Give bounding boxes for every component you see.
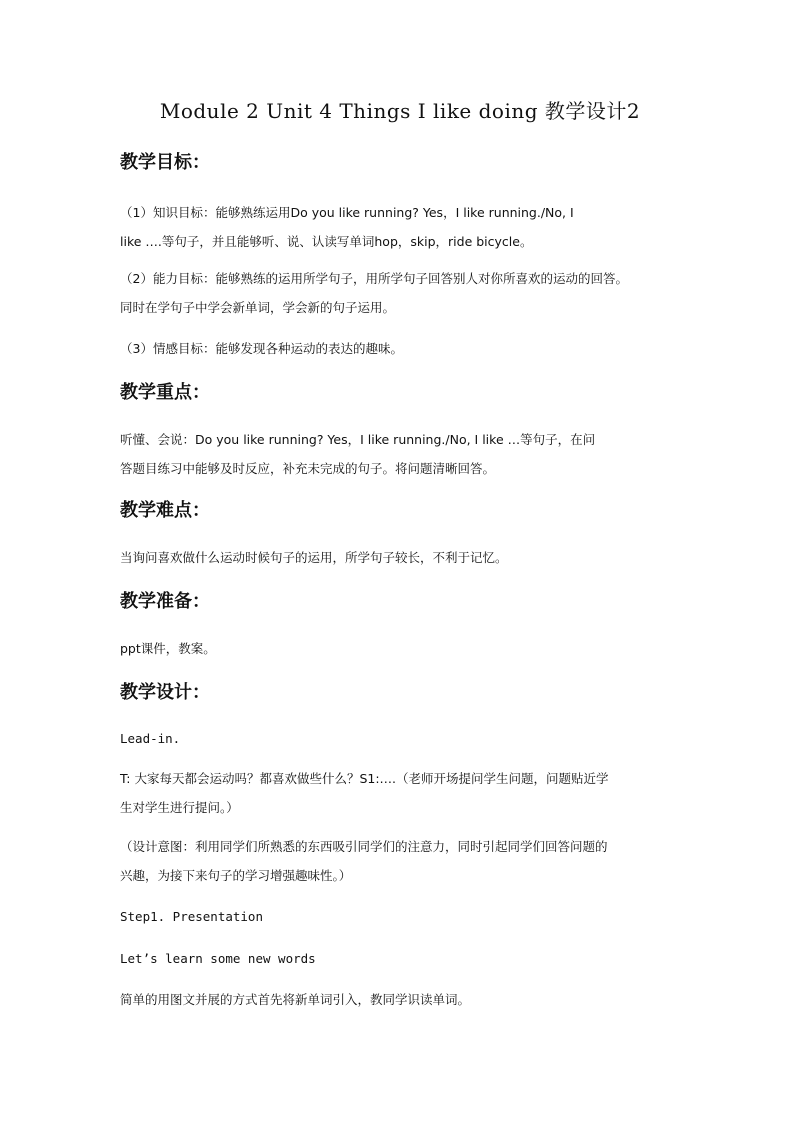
learn-words-label [120,944,692,973]
method-line: 简单的用图文并展的方式首先将新单词引入，教同学识读单词。 [120,992,471,1007]
design-intent [120,832,692,890]
preparation-heading: 教学准备： [120,591,210,612]
key-points-line1: 听懂、会说：Do you like running? Yes，I like running./No, I like …等句子，在问 [120,432,596,447]
objectives-heading: 教学目标： [120,152,210,173]
learn-words-line: Let’s learn some new words [120,951,316,966]
difficulties-heading: 教学难点： [120,500,210,521]
ability-objective-line1: （2）能力目标：能够熟练的运用所学句子，用所学句子回答别人对你所喜欢的运动的回答。 [120,271,628,286]
key-points-text [120,425,692,483]
emotion-objective-line: （3）情感目标：能够发现各种运动的表达的趣味。 [120,341,403,356]
step1-label [120,902,692,931]
ability-objective-line2: 同时在学句子中学会新单词，学会新的句子运用。 [120,300,396,315]
difficulties-text [120,543,692,572]
step1-line: Step1. Presentation [120,909,263,924]
key-points-line2: 答题目练习中能够及时反应，补充未完成的句子。将问题清晰回答。 [120,461,496,476]
method-text [120,985,692,1014]
teacher-question-line1: T: 大家每天都会运动吗？都喜欢做些什么？S1:….（老师开场提问学生问题，问题贴近学 [120,771,609,786]
lead-in-line: Lead-in. [120,731,181,746]
emotion-objective [120,334,692,363]
preparation-line1: ppt课件，教案。 [120,641,216,656]
lead-in-label [120,724,692,753]
key-points-heading: 教学重点： [120,382,210,403]
knowledge-objective-line2: like ….等句子，并且能够听、说、认读写单词hop，skip，ride bicycle。 [120,234,533,249]
design-intent-line1: （设计意图：利用同学们所熟悉的东西吸引同学们的注意力，同时引起同学们回答问题的 [120,839,608,854]
knowledge-objective-line1: （1）知识目标：能够熟练运用Do you like running? Yes，I like running./No, I [120,205,574,220]
document-title: Module 2 Unit 4 Things I like doing 教学设计2 [159,99,641,123]
design-intent-line2: 兴趣，为接下来句子的学习增强趣味性。） [120,868,352,883]
design-heading: 教学设计： [120,682,210,703]
teacher-question-line2: 生对学生进行提问。） [120,800,239,815]
difficulties-line1: 当询问喜欢做什么运动时候句子的运用，所学句子较长，不利于记忆。 [120,550,508,565]
preparation-text [120,634,692,663]
teacher-question [120,764,692,822]
knowledge-objective [120,198,692,256]
ability-objective [120,264,692,322]
